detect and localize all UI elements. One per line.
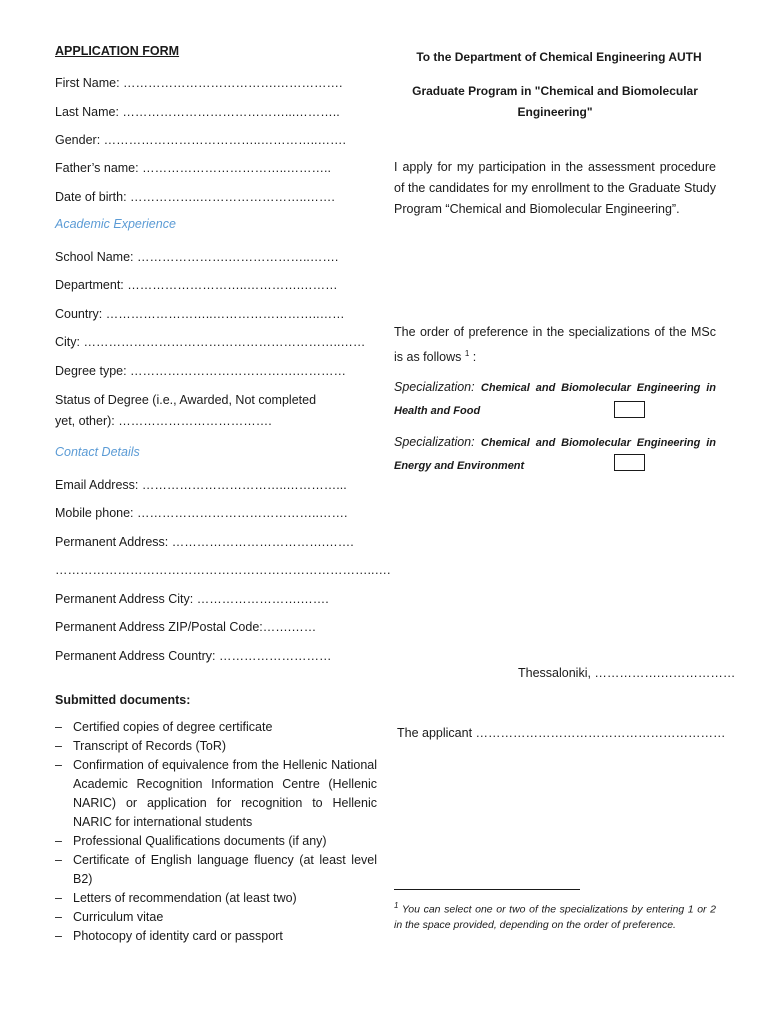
department-field[interactable]: Department: ………………………..………….……… (55, 278, 338, 292)
country-field[interactable]: Country: ……………………..……………………..…… (55, 307, 345, 321)
form-title: APPLICATION FORM (55, 44, 180, 58)
permanent-address-country-field[interactable]: Permanent Address Country: ……………………… (55, 649, 332, 663)
degree-status-field[interactable]: Status of Degree (i.e., Awarded, Not completed yet, other): ………………………………. (55, 393, 317, 428)
preference-box-health-food[interactable] (614, 401, 645, 418)
list-item: – Transcript of Records (ToR) (55, 737, 377, 756)
application-statement: I apply for my participation in the assessment procedure of the candidates for my enrollment to the Graduate Study Program “Chemical and Biomolecular Engineering”. (394, 160, 716, 216)
mobile-phone-field[interactable]: Mobile phone: ……………………………………..……. (55, 506, 348, 520)
place-date-field[interactable]: Thessaloniki, …………….……………… (518, 666, 736, 680)
specialization-energy-environment (394, 431, 716, 477)
email-field[interactable]: Email Address: ……………………………..…………... (55, 478, 347, 492)
footnote-text: You can select one or two of the specializations by entering 1 or 2 in the space provided, depending on the order of preference. (394, 903, 716, 931)
first-name-field[interactable]: First Name: ……………………………….……………. (55, 76, 343, 90)
fathers-name-field[interactable]: Father’s name: ……………………………..……….. (55, 161, 331, 175)
applicant-signature-field[interactable]: The applicant …………………………………………………… (397, 726, 726, 740)
degree-type-field[interactable]: Degree type: ………………………………….………… (55, 364, 347, 378)
academic-experience-heading: Academic Experience (55, 217, 176, 231)
permanent-address-field[interactable]: Permanent Address: ……………………………….……. (55, 535, 354, 549)
specialization-health-food (394, 376, 716, 422)
footnote-ref: 1 (464, 349, 470, 358)
school-name-field[interactable]: School Name: ………………….………………..……. (55, 250, 339, 264)
preference-colon: : (469, 350, 477, 365)
program-line-2: Engineering" (517, 105, 593, 119)
gender-field[interactable]: Gender: ………………………………..…………..……. (55, 133, 347, 147)
specialization-label: Specialization: (394, 435, 481, 449)
documents-list (55, 718, 377, 946)
program-line-1: Graduate Program in "Chemical and Biomolecular (412, 84, 698, 98)
contact-details-heading: Contact Details (55, 445, 140, 459)
preference-box-energy-environment[interactable] (614, 454, 645, 471)
recipient-line: To the Department of Chemical Engineering AUTH (416, 50, 702, 64)
list-item: – Photocopy of identity card or passport (55, 927, 377, 946)
specialization-name: Chemical and Biomolecular Engineering in Health and Food (394, 382, 716, 417)
date-of-birth-field[interactable]: Date of birth: ……………..……………………..……. (55, 190, 335, 204)
list-item: – Letters of recommendation (at least two) (55, 889, 377, 908)
preference-statement (394, 322, 716, 368)
permanent-address-zip-field[interactable]: Permanent Address ZIP/Postal Code:…….…… (55, 620, 317, 634)
list-item: – Curriculum vitae (55, 908, 377, 927)
last-name-field[interactable]: Last Name: …………………………………...……….. (55, 105, 340, 119)
preference-text: The order of preference in the specializations of the MSc is as follows (394, 325, 716, 365)
list-item: – Certificate of English language fluency (at least level B2) (55, 851, 377, 889)
footnote (394, 898, 716, 933)
list-item: – Confirmation of equivalence from the Hellenic National Academic Recognition Information Centre (Hellenic NARIC) or application for recognition to Hellenic NARIC for international students (55, 756, 377, 832)
specialization-name: Chemical and Biomolecular Engineering in Energy and Environment (394, 437, 716, 472)
footnote-separator (394, 889, 580, 890)
footnote-mark: 1 (394, 901, 399, 910)
permanent-address-city-field[interactable]: Permanent Address City: …………………….……. (55, 592, 329, 606)
specialization-label: Specialization: (394, 380, 481, 394)
permanent-address-line2-field[interactable]: …………………………………………………………………..…. (55, 563, 391, 577)
list-item: – Professional Qualifications documents (if any) (55, 832, 377, 851)
list-item: – Certified copies of degree certificate (55, 718, 377, 737)
submitted-documents-heading: Submitted documents: (55, 693, 191, 707)
city-field[interactable]: City: ……………………………………………………..…… (55, 335, 366, 349)
